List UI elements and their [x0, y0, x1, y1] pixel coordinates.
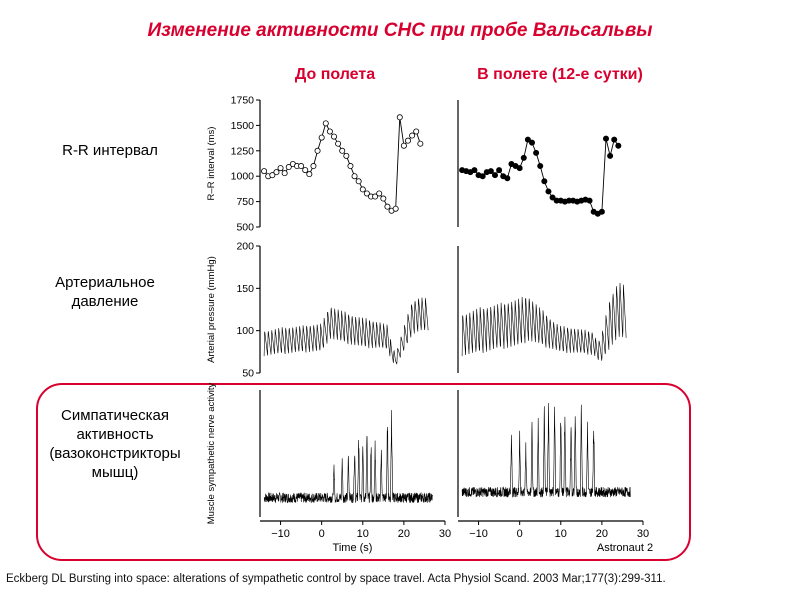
rr-in-data-point	[538, 163, 543, 168]
rr-in-data-point	[517, 165, 522, 170]
rr-pre-y-label: R–R interval (ms)	[206, 126, 217, 201]
rr-interval-preflight-panel	[206, 95, 423, 234]
rr-pre-data-point	[303, 168, 308, 173]
ms-in-nerve-trace	[462, 403, 630, 497]
rr-in-data-point	[472, 168, 477, 173]
rr-interval-inflight-panel	[458, 100, 621, 227]
ms-in-x-tick-label: 0	[516, 528, 523, 540]
rr-pre-data-point	[307, 172, 312, 177]
slide-title: Изменение активности СНС при пробе Вальсальвы	[147, 20, 653, 41]
rr-pre-data-point	[401, 143, 406, 148]
rr-pre-data-point	[381, 196, 386, 201]
bp-pre-y-label: Arterial pressure (mmHg)	[206, 256, 217, 363]
rr-pre-data-point	[282, 171, 287, 176]
rr-in-data-point	[616, 143, 621, 148]
rr-in-data-point	[497, 168, 502, 173]
rr-pre-data-point	[340, 148, 345, 153]
bp-pre-y-tick-label: 50	[242, 367, 254, 380]
bp-in-pressure-trace	[462, 283, 626, 361]
rr-pre-data-point	[323, 121, 328, 126]
column-heading-preflight: До полета	[294, 66, 376, 83]
rr-in-data-point	[546, 189, 551, 194]
rr-in-data-point	[492, 173, 497, 178]
rr-pre-series-line	[264, 117, 420, 210]
ms-pre-y-label: Muscle sympathetic nerve activity	[206, 382, 217, 525]
rr-pre-data-point	[352, 174, 357, 179]
arterial-pressure-preflight-panel	[206, 241, 428, 380]
rr-pre-data-point	[385, 204, 390, 209]
msna-inflight-panel	[458, 390, 653, 554]
rr-pre-y-tick-label: 1750	[230, 94, 254, 107]
arterial-pressure-inflight-panel	[458, 246, 626, 373]
rr-in-data-point	[608, 153, 613, 158]
rr-in-data-point	[488, 169, 493, 174]
rr-in-data-point	[521, 155, 526, 160]
rr-pre-data-point	[356, 179, 361, 184]
row-label-msna: Симпатическая активность (вазоконстрикторы мышц)	[49, 407, 181, 481]
rr-pre-data-point	[315, 148, 320, 153]
rr-pre-data-point	[336, 141, 341, 146]
rr-pre-data-point	[331, 134, 336, 139]
rr-pre-data-point	[360, 187, 365, 192]
citation: Eckberg DL Bursting into space: alterations of sympathetic control by space travel. Acta Physiol Scand. 2003 Mar;177(3):299-311.	[6, 573, 666, 585]
ms-in-x-tick-label: 30	[636, 528, 650, 540]
ms-in-x-label: Astronaut 2	[596, 542, 654, 554]
ms-pre-x-tick-label: 10	[356, 528, 369, 540]
msna-preflight-panel	[206, 383, 451, 554]
rr-in-data-point	[505, 176, 510, 181]
row-label-bp: Артериальное давление	[55, 274, 155, 310]
rr-pre-data-point	[405, 138, 410, 143]
rr-pre-data-point	[377, 191, 382, 196]
rr-pre-y-tick-label: 1500	[230, 119, 254, 132]
rr-pre-data-point	[311, 163, 316, 168]
bp-pre-y-tick-label: 100	[236, 325, 254, 338]
rr-pre-data-point	[418, 141, 423, 146]
ms-in-x-tick-label: −10	[469, 528, 488, 540]
rr-in-data-point	[542, 179, 547, 184]
bp-pre-pressure-trace	[264, 298, 428, 365]
rr-pre-data-point	[348, 163, 353, 168]
ms-pre-nerve-trace	[264, 410, 432, 503]
rr-pre-y-tick-label: 500	[236, 221, 254, 234]
bp-pre-y-tick-label: 200	[236, 240, 254, 253]
rr-in-data-point	[534, 150, 539, 155]
bp-pre-y-tick-label: 150	[236, 282, 254, 295]
ms-pre-x-tick-label: −10	[271, 528, 290, 540]
rr-pre-y-tick-label: 1250	[230, 145, 254, 158]
row-label-rr: R-R интервал	[62, 142, 158, 159]
ms-pre-x-label: Time (s)	[332, 542, 373, 554]
rr-in-data-point	[612, 137, 617, 142]
rr-pre-data-point	[397, 115, 402, 120]
ms-pre-x-tick-label: 0	[318, 528, 325, 540]
rr-pre-data-point	[262, 169, 267, 174]
rr-in-data-point	[587, 198, 592, 203]
rr-in-data-point	[529, 140, 534, 145]
rr-pre-data-point	[344, 153, 349, 158]
ms-pre-x-tick-label: 30	[438, 528, 452, 540]
ms-in-x-tick-label: 20	[595, 528, 609, 540]
rr-pre-y-tick-label: 1000	[230, 170, 254, 183]
rr-pre-data-point	[327, 129, 332, 134]
rr-pre-data-point	[319, 135, 324, 140]
rr-pre-y-tick-label: 750	[236, 196, 254, 209]
rr-pre-data-point	[393, 206, 398, 211]
ms-pre-x-tick-label: 20	[397, 528, 411, 540]
rr-in-data-point	[603, 136, 608, 141]
rr-pre-data-point	[274, 170, 279, 175]
rr-in-data-point	[599, 209, 604, 214]
rr-pre-data-point	[414, 129, 419, 134]
column-heading-inflight: В полете (12-е сутки)	[477, 66, 643, 83]
rr-pre-data-point	[299, 163, 304, 168]
rr-in-data-point	[480, 174, 485, 179]
ms-in-x-tick-label: 10	[554, 528, 567, 540]
rr-pre-data-point	[410, 133, 415, 138]
rr-pre-data-point	[278, 165, 283, 170]
